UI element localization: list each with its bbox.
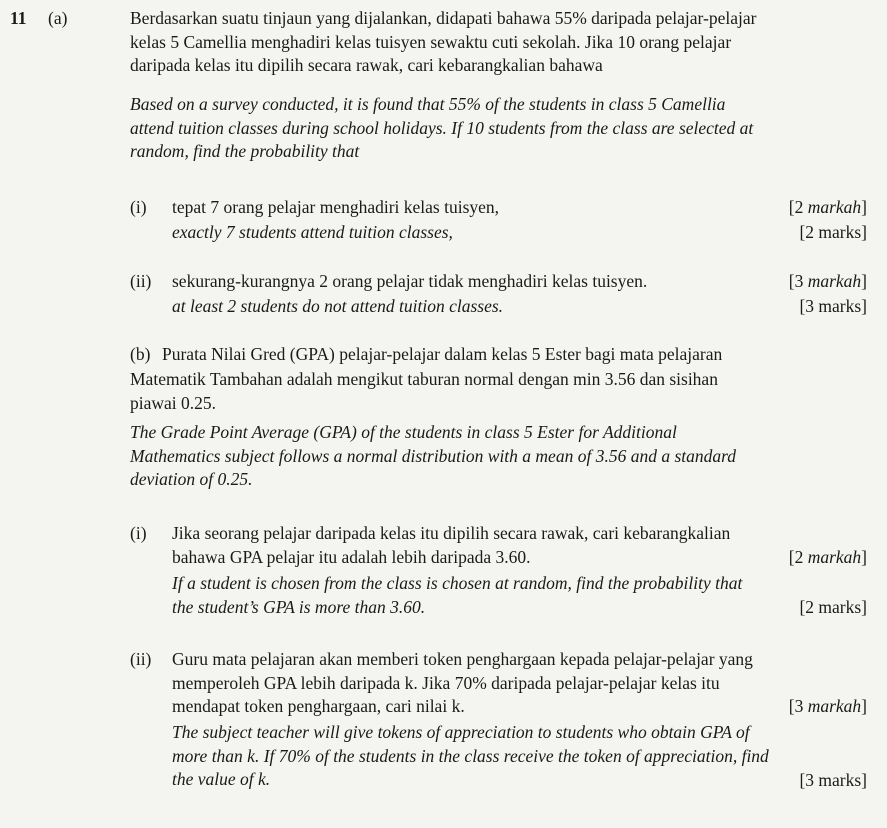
part-a-label: (a) (48, 8, 68, 28)
text-line: deviation of 0.25. (130, 469, 253, 489)
mark-word: markah (807, 547, 862, 567)
text-line: mendapat token penghargaan, cari nilai k. (172, 696, 465, 716)
mark-word: markah (807, 696, 862, 716)
text-line: piawai 0.25. (130, 392, 217, 413)
text-line: Guru mata pelajaran akan memberi token penghargaan kepada pelajar-pelajar yang (172, 649, 753, 669)
text-line: daripada kelas itu dipilih secara rawak, cari kebarangkalian bahawa (130, 55, 603, 75)
part-b-intro-malay (130, 368, 718, 415)
part-a-ii-english: at least 2 students do not attend tuition classes. (172, 296, 504, 316)
text-line: bahawa GPA pelajar itu adalah lebih daripada 3.60. (172, 546, 531, 567)
text-line: Jika seorang pelajar daripada kelas itu dipilih secara rawak, cari kebarangkalian (172, 523, 731, 543)
question-number: 11 (10, 8, 27, 28)
part-b-ii-malay-marks (789, 695, 867, 719)
mark-open: [3 (788, 696, 808, 716)
text-line: The subject teacher will give tokens of appreciation to students who obtain GPA of (172, 722, 750, 742)
mark-open: [2 (788, 547, 808, 567)
part-a-i-english-marks: [2 marks] (799, 222, 867, 242)
part-b-label: (b) (130, 344, 151, 364)
part-a-intro-malay (130, 7, 756, 78)
part-a-ii-label: (ii) (130, 271, 152, 291)
mark-open: [3 (788, 271, 808, 291)
text-line: the value of k. (172, 769, 271, 789)
part-b-ii-english (172, 721, 769, 792)
mark-open: [2 (788, 197, 808, 217)
mark-close: ] (861, 271, 867, 291)
text-line: attend tuition classes during school holidays. If 10 students from the class are selected at (130, 117, 754, 138)
part-b-i-label: (i) (130, 523, 147, 543)
text-line: the student’s GPA is more than 3.60. (172, 596, 426, 617)
text-line: memperoleh GPA lebih daripada k. Jika 70% daripada pelajar-pelajar kelas itu (172, 672, 720, 693)
text-line: random, find the probability that (130, 141, 360, 161)
text-line: kelas 5 Camellia menghadiri kelas tuisyen sewaktu cuti sekolah. Jika 10 orang pelajar (130, 31, 732, 52)
part-b-ii-english-marks: [3 marks] (799, 770, 867, 790)
mark-close: ] (861, 197, 867, 217)
part-b-intro-malay-line1: Purata Nilai Gred (GPA) pelajar-pelajar dalam kelas 5 Ester bagi mata pelajaran (162, 344, 723, 364)
part-b-i-english (172, 572, 742, 619)
part-a-i-malay-marks (789, 196, 867, 220)
text-line: Matematik Tambahan adalah mengikut taburan normal dengan min 3.56 dan sisihan (130, 369, 718, 389)
mark-close: ] (861, 696, 867, 716)
part-a-ii-malay-marks (789, 270, 867, 294)
text-line: Based on a survey conducted, it is found that 55% of the students in class 5 Camellia (130, 94, 726, 114)
part-a-i-malay: tepat 7 orang pelajar menghadiri kelas tuisyen, (172, 197, 500, 217)
mark-word: markah (807, 197, 862, 217)
part-b-i-malay (172, 522, 730, 569)
part-b-ii-label: (ii) (130, 649, 152, 669)
text-line: If a student is chosen from the class is chosen at random, find the probability that (172, 573, 743, 593)
part-b-ii-malay (172, 648, 753, 719)
part-a-ii-malay: sekurang-kurangnya 2 orang pelajar tidak menghadiri kelas tuisyen. (172, 271, 648, 291)
part-b-i-malay-marks (789, 546, 867, 570)
part-b-intro-english (130, 421, 736, 492)
part-a-ii-english-marks: [3 marks] (799, 296, 867, 316)
part-a-i-label: (i) (130, 197, 147, 217)
part-a-i-english: exactly 7 students attend tuition classes, (172, 222, 453, 242)
mark-word: markah (807, 271, 862, 291)
text-line: Mathematics subject follows a normal distribution with a mean of 3.56 and a standard (130, 445, 737, 466)
text-line: more than k. If 70% of the students in the class receive the token of appreciation, find (172, 745, 769, 766)
part-a-intro-english (130, 93, 753, 164)
text-line: The Grade Point Average (GPA) of the students in class 5 Ester for Additional (130, 422, 677, 442)
mark-close: ] (861, 547, 867, 567)
part-b-i-english-marks: [2 marks] (799, 597, 867, 617)
text-line: Berdasarkan suatu tinjaun yang dijalankan, didapati bahawa 55% daripada pelajar-pelajar (130, 8, 757, 28)
